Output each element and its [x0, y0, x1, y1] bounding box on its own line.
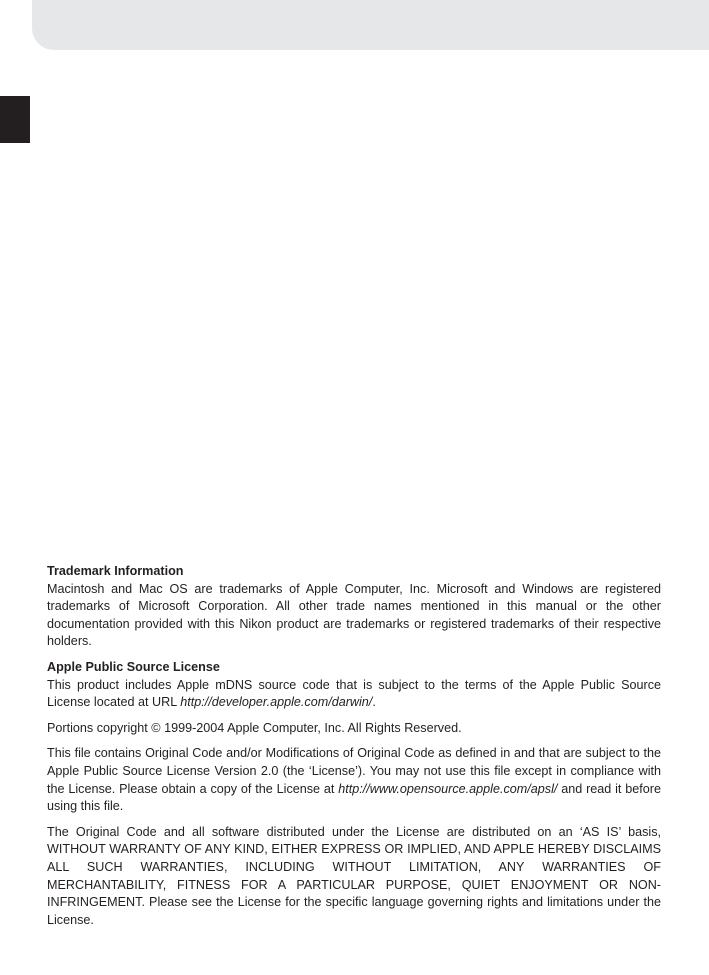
- apsl-url-link[interactable]: http://www.opensource.apple.com/apsl/: [338, 781, 558, 796]
- apsl-section: [47, 659, 661, 929]
- section-tab-marker: [0, 96, 30, 143]
- trademark-section: [47, 563, 661, 651]
- apsl-paragraph-1: [47, 677, 661, 712]
- darwin-url-link[interactable]: http://developer.apple.com/darwin/: [180, 695, 373, 710]
- page-header-band: [32, 0, 709, 50]
- apsl-p3-end: and read it before using this file.: [47, 781, 661, 814]
- apsl-paragraph-2: Portions copyright © 1999-2004 Apple Computer, Inc. All Rights Reserved.: [47, 720, 462, 735]
- apsl-paragraph-4: The Original Code and all software distributed under the License are distributed on an ‘AS IS’ basis, WITHOUT WARRANTY OF ANY KIND, EITHER EXPRESS OR IMPLIED, AND APPLE HEREBY DISCLAIMS ALL SUCH WARRANTIES, INCLUDING WITHOUT LIMITATION, ANY WARRANTIES OF MERCHANTABILITY, FITNESS FOR A PARTICULAR PURPOSE, QUIET ENJOYMENT OR NON-INFRINGEMENT. Please see the License for the specific language governing rights and limitations under the License.: [47, 824, 661, 927]
- apsl-p3-text: This file contains Original Code and/or Modifications of Original Code as defined in and that are subject to the Apple Public Source License Version 2.0 (the ‘License’). You may not use this file except in compliance with the License. Please obtain a copy of the License at: [47, 746, 661, 796]
- apsl-p1-text: This product includes Apple mDNS source code that is subject to the terms of the Apple Public Source License located at URL: [47, 677, 661, 710]
- apsl-paragraph-3: [47, 745, 661, 815]
- trademark-title: Trademark Information: [47, 564, 184, 578]
- document-body: [47, 563, 661, 937]
- apsl-title: Apple Public Source License: [47, 659, 220, 674]
- apsl-p1-end: .: [372, 695, 376, 710]
- trademark-paragraph: Macintosh and Mac OS are trademarks of Apple Computer, Inc. Microsoft and Windows are registered trademarks of Microsoft Corporation. All other trade names mentioned in this manual or the other documentation provided with this Nikon product are trademarks or registered trademarks of their respective holders.: [47, 581, 661, 649]
